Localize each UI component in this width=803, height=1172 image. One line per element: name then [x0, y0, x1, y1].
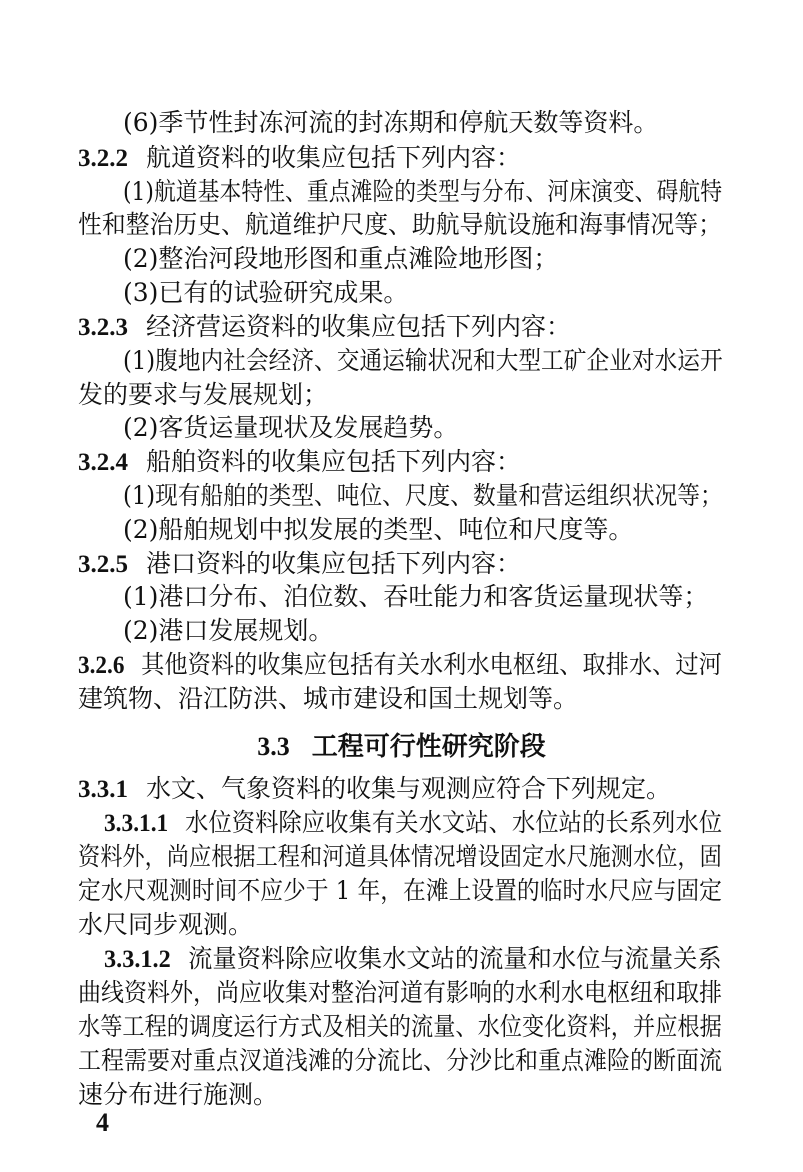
clause-text: 其他资料的收集应包括有关水利水电枢纽、取排水、过河: [141, 650, 722, 679]
paragraph-line: [78, 1044, 722, 1078]
clause-number: 3.2.3: [78, 314, 128, 341]
clause-heading: [78, 445, 521, 479]
clause-number: 3.2.5: [78, 551, 128, 578]
clause-text: 流量资料除应收集水文站的流量和水位与流量关系: [188, 944, 722, 973]
paragraph-line: [123, 513, 633, 547]
page-number: 4: [96, 1108, 109, 1137]
line-text: 性和整治历史、航道维护尺度、助航导航设施和海事情况等；: [78, 210, 722, 239]
line-text: (1)腹地内社会经济、交通运输状况和大型工矿企业对水运开: [123, 346, 723, 375]
clause-heading: [78, 310, 571, 344]
paragraph-line: [78, 840, 722, 874]
paragraph-line: [78, 1010, 722, 1044]
clause-text: 船舶资料的收集应包括下列内容：: [146, 447, 522, 476]
line-text: 速分布进行施测。: [78, 1080, 279, 1109]
line-text: (6)季节性封冻河流的封冻期和停航天数等资料。: [123, 108, 659, 137]
clause-number: 3.2.4: [78, 449, 128, 476]
clause-text: 港口资料的收集应包括下列内容：: [146, 549, 522, 578]
paragraph-line: [123, 614, 333, 648]
paragraph-line: [123, 580, 708, 614]
line-text: 发的要求与发展规划；: [78, 380, 329, 409]
paragraph-line: [78, 976, 722, 1010]
section-title: 工程可行性研究阶段: [311, 732, 546, 762]
clause-number: 3.2.6: [78, 652, 125, 679]
line-text: 资料外，尚应根据工程和河道具体情况增设固定水尺施测水位，固: [78, 842, 722, 871]
line-text: (2)港口发展规划。: [123, 616, 334, 645]
clause-text: 水文、气象资料的收集与观测应符合下列规定。: [146, 774, 672, 803]
line-text: (2)客货运量现状及发展趋势。: [123, 413, 459, 442]
clause-number: 3.2.2: [78, 145, 128, 172]
clause-number: 3.3.1: [78, 776, 128, 803]
line-text: (1)港口分布、泊位数、吞吐能力和客货运量现状等；: [123, 582, 709, 611]
section-heading: [0, 730, 803, 764]
line-text: 水等工程的调度运行方式及相关的流量、水位变化资料，并应根据: [78, 1012, 722, 1041]
line-text: 工程需要对重点汊道浅滩的分流比、分沙比和重点滩险的断面流: [78, 1046, 723, 1075]
clause-heading: [104, 942, 722, 976]
clause-text: 经济营运资料的收集应包括下列内容：: [146, 312, 572, 341]
paragraph-line: [78, 208, 722, 242]
line-text: (2)整治河段地形图和重点滩险地形图；: [123, 244, 559, 273]
paragraph-line: [123, 479, 723, 513]
line-text: 建筑物、沿江防洪、城市建设和国土规划等。: [78, 684, 579, 713]
paragraph-line: [78, 874, 722, 908]
line-text: (2)船舶规划中拟发展的类型、吨位和尺度等。: [123, 515, 634, 544]
paragraph-line: [123, 106, 658, 140]
paragraph-line: [123, 411, 458, 445]
clause-number: 3.3.1.2: [104, 946, 171, 973]
line-text: 水尺同步观测。: [78, 910, 254, 939]
clause-heading: [78, 547, 521, 581]
line-text: (1)航道基本特性、重点滩险的类型与分布、河床演变、碍航特: [123, 177, 723, 206]
clause-heading: [104, 806, 722, 840]
paragraph-line: [123, 242, 558, 276]
clause-text: 航道资料的收集应包括下列内容：: [146, 143, 522, 172]
clause-heading: [78, 772, 671, 806]
paragraph-line: [78, 1078, 278, 1112]
line-text: (1)现有船舶的类型、吨位、尺度、数量和营运组织状况等；: [123, 481, 723, 510]
line-text: (3)已有的试验研究成果。: [123, 278, 409, 307]
paragraph-line: [123, 276, 408, 310]
section-number: 3.3: [257, 732, 290, 761]
clause-number: 3.3.1.1: [104, 810, 169, 837]
paragraph-line: [78, 682, 578, 716]
line-text: 曲线资料外，尚应收集对整治河道有影响的水利水电枢纽和取排: [78, 978, 723, 1007]
paragraph-line: [78, 908, 253, 942]
clause-text: 水位资料除应收集有关水文站、水位站的长系列水位: [185, 808, 723, 837]
paragraph-line: [123, 344, 723, 378]
line-text: 定水尺观测时间不应少于 1 年，在滩上设置的临时水尺应与固定: [78, 876, 722, 905]
clause-heading: [78, 141, 521, 175]
paragraph-line: [78, 378, 328, 412]
paragraph-line: [123, 175, 722, 209]
clause-heading: [78, 648, 722, 682]
